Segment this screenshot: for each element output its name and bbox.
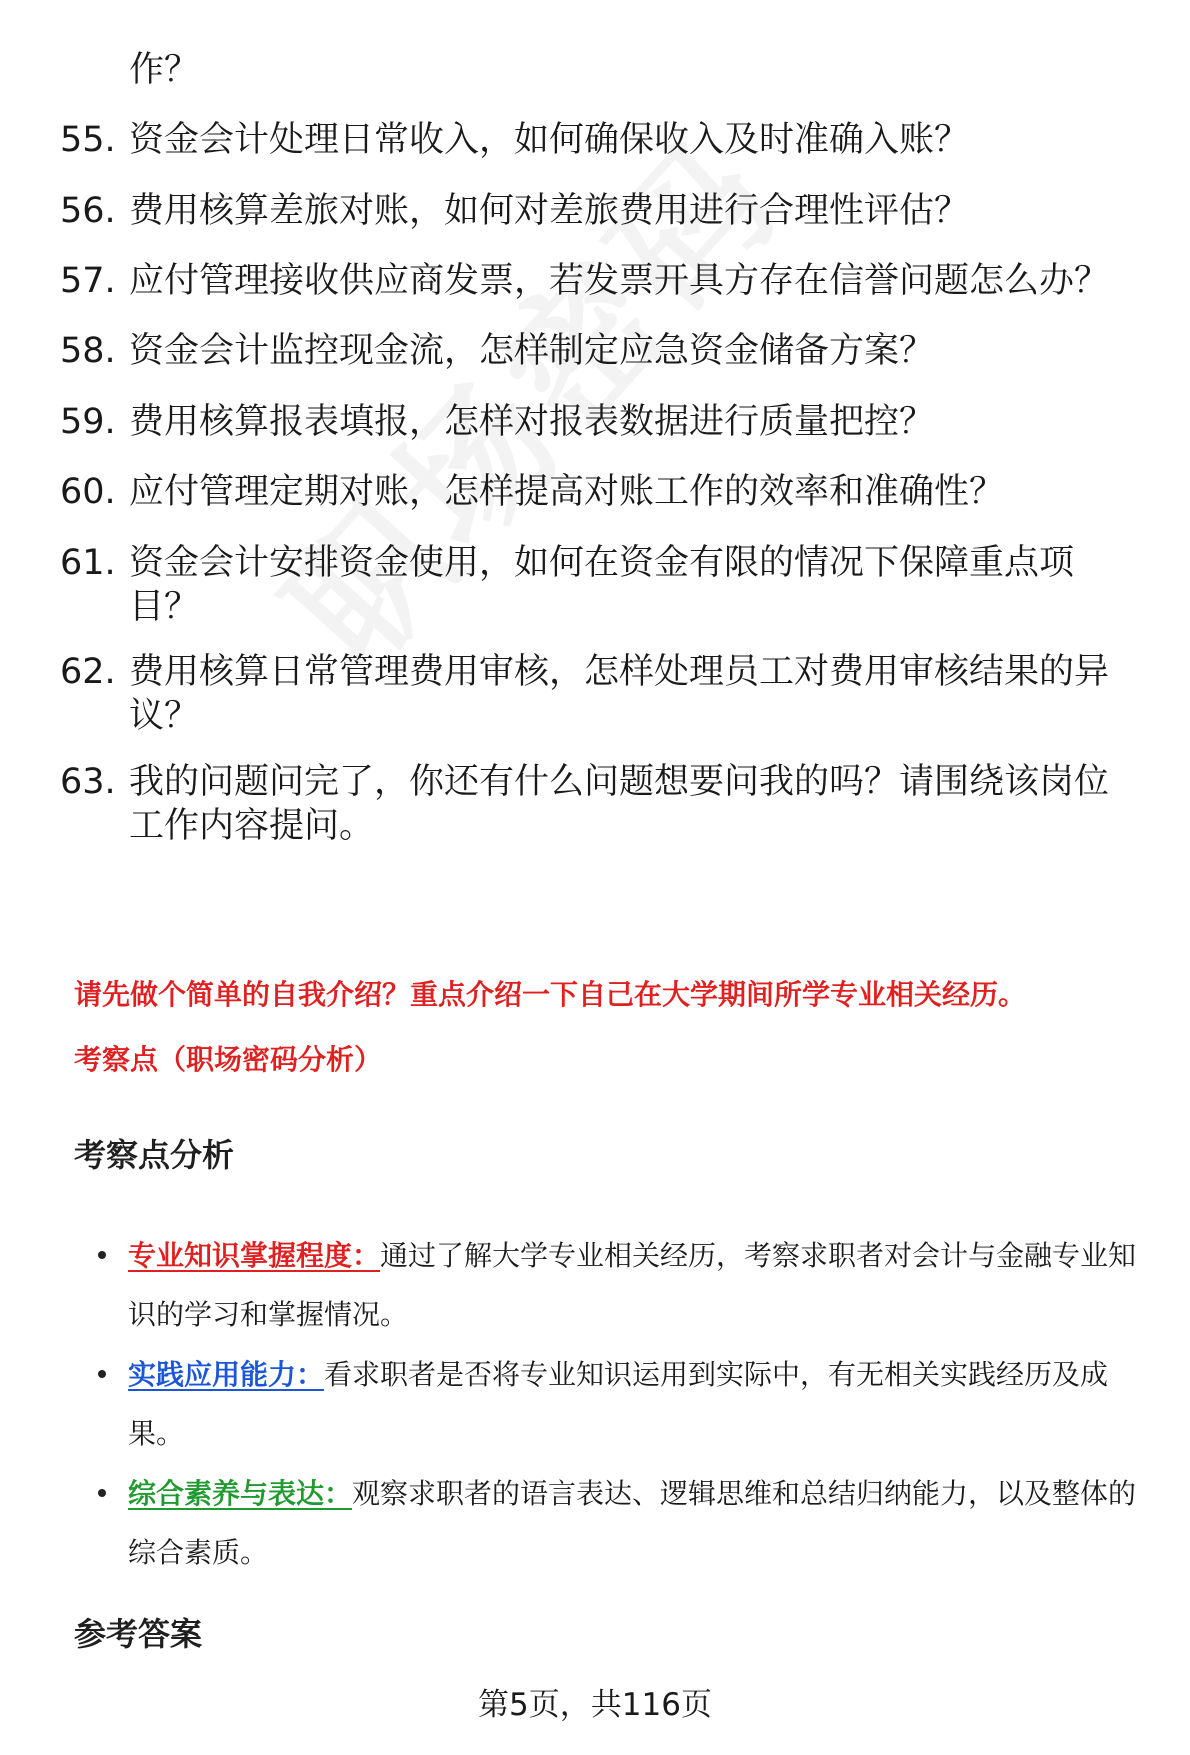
question-text: 我的问题问完了，你还有什么问题想要问我的吗？请围绕该岗位工作内容提问。 <box>129 762 1110 846</box>
question-text: 资金会计安排资金使用，如何在资金有限的情况下保障重点项目？ <box>129 543 1075 627</box>
bullet-label: 综合素养与表达： <box>128 1477 353 1510</box>
question-text: 资金会计处理日常收入，如何确保收入及时准确入账？ <box>129 120 970 160</box>
question-number: 56. <box>60 191 116 231</box>
question-item <box>60 259 1160 303</box>
question-number: 55. <box>60 120 116 160</box>
question-number: 61. <box>60 543 116 583</box>
prompt-question: 请先做个简单的自我介绍？重点介绍一下自己在大学期间所学专业相关经历。 <box>74 978 1027 1011</box>
question-number: 58. <box>60 331 116 371</box>
analysis-bullet <box>98 1226 1158 1344</box>
analysis-bullet <box>98 1345 1158 1463</box>
bullet-dot <box>98 1370 106 1378</box>
question-item <box>60 541 1160 629</box>
question-item <box>60 650 1160 738</box>
analysis-bullet <box>98 1464 1158 1582</box>
question-text: 费用核算报表填报，怎样对报表数据进行质量把控？ <box>129 402 935 442</box>
bullet-dot <box>98 1489 106 1497</box>
bullet-text: 看求职者是否将专业知识运用到实际中，有无相关实践经历及成果。 <box>128 1358 1109 1450</box>
question-number: 62. <box>60 652 116 692</box>
question-item <box>60 189 1160 233</box>
bullet-text: 观察求职者的语言表达、逻辑思维和总结归纳能力，以及整体的综合素质。 <box>128 1477 1137 1569</box>
page-footer: 第5页，共116页 <box>478 1687 712 1723</box>
question-number: 60. <box>60 472 116 512</box>
question-text: 资金会计监控现金流，怎样制定应急资金储备方案？ <box>129 331 935 371</box>
question-item <box>60 329 1160 373</box>
question-item <box>60 118 1160 162</box>
question-text: 作？ <box>129 50 200 90</box>
question-text: 费用核算差旅对账，如何对差旅费用进行合理性评估？ <box>129 191 970 231</box>
question-text: 应付管理定期对账，怎样提高对账工作的效率和准确性？ <box>129 472 1005 512</box>
question-text: 费用核算日常管理费用审核，怎样处理员工对费用审核结果的异议？ <box>129 652 1110 736</box>
question-item <box>60 400 1160 444</box>
bullet-label: 实践应用能力： <box>128 1358 325 1391</box>
bullet-dot <box>98 1251 106 1259</box>
bullet-text: 通过了解大学专业相关经历，考察求职者对会计与金融专业知识的学习和掌握情况。 <box>128 1239 1137 1331</box>
bullet-label: 专业知识掌握程度： <box>128 1239 381 1272</box>
question-number: 59. <box>60 402 116 442</box>
question-item <box>60 760 1160 848</box>
question-item <box>60 470 1160 514</box>
analysis-heading: 考察点分析 <box>74 1136 235 1174</box>
question-text: 应付管理接收供应商发票，若发票开具方存在信誉问题怎么办？ <box>129 261 1110 301</box>
question-item <box>60 48 1160 92</box>
question-number: 63. <box>60 762 116 802</box>
answer-heading: 参考答案 <box>74 1615 203 1653</box>
question-number: 57. <box>60 261 116 301</box>
analysis-tag: 考察点（职场密码分析） <box>74 1043 383 1076</box>
